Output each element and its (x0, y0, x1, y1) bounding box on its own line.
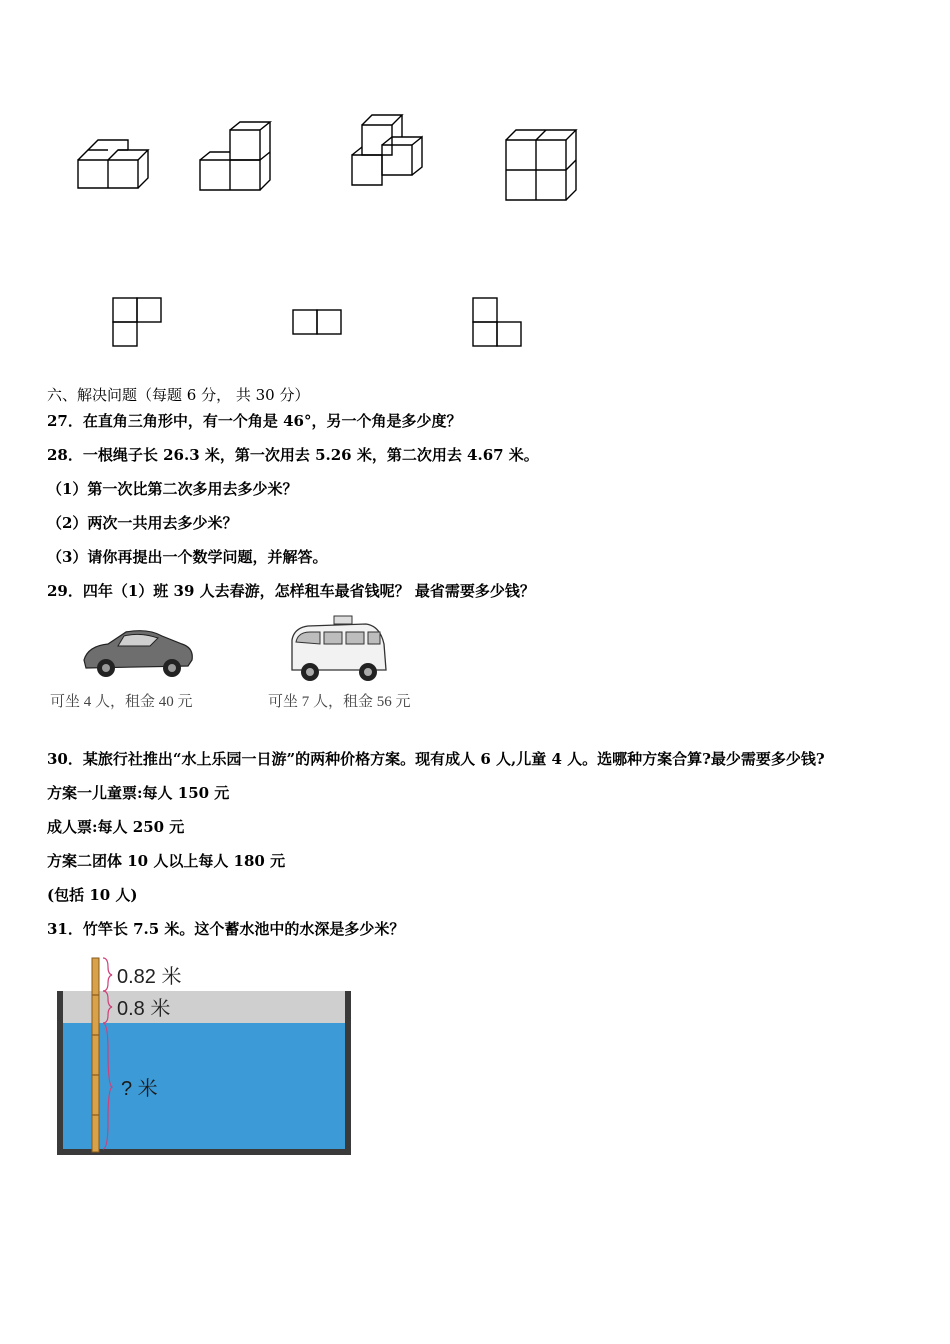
question-28-sub3: （3）请你再提出一个数学问题，并解答。 (47, 548, 328, 566)
car-image (78, 622, 198, 682)
plan1-child: 方案一儿童票:每人 150 元 (47, 784, 230, 802)
label-top: 0.82 米 (117, 966, 182, 988)
question-28-sub2: （2）两次一共用去多少米？ (47, 514, 238, 532)
cube-solid-4 (506, 130, 576, 200)
question-30-stem: 30．某旅行社推出“水上乐园一日游”的两种价格方案。现有成人 6 人,儿童 4 人。选哪种方案合算?最少需要多少钱? (47, 750, 825, 768)
question-28-sub1: （1）第一次比第二次多用去多少米？ (47, 480, 298, 498)
question-31-stem: 31．竹竿长 7.5 米。这个蓄水池中的水深是多少米？ (47, 920, 405, 938)
cube-solid-3 (352, 115, 422, 185)
cube-solid-2 (200, 122, 270, 190)
section-heading: 六、解决问题（每题 6 分， 共 30 分） (47, 386, 310, 404)
plan1-adult: 成人票:每人 250 元 (47, 818, 185, 836)
car-caption: 可坐 4 人，租金 40 元 (50, 694, 193, 710)
van-image (286, 614, 391, 684)
label-water: ? 米 (121, 1078, 158, 1100)
cube-solids-figure (70, 110, 590, 210)
question-29-stem: 29．四年（1）班 39 人去春游，怎样租车最省钱呢？ 最省需要多少钱？ (47, 582, 535, 600)
label-mid: 0.8 米 (117, 998, 171, 1020)
water-pool-diagram (55, 955, 355, 1160)
question-27: 27．在直角三角形中，有一个角是 46°，另一个角是多少度？ (47, 412, 462, 430)
question-28-stem: 28．一根绳子长 26.3 米，第一次用去 5.26 米，第二次用去 4.67 米。 (47, 446, 539, 464)
view-shape-2 (293, 310, 341, 334)
view-shape-1 (113, 298, 161, 346)
plan2: 方案二团体 10 人以上每人 180 元 (47, 852, 286, 870)
van-caption: 可坐 7 人，租金 56 元 (268, 694, 411, 710)
cube-solid-1 (78, 140, 148, 188)
view-shapes-figure (105, 290, 535, 350)
view-shape-3 (473, 298, 521, 346)
plan2-note: (包括 10 人) (47, 886, 138, 904)
